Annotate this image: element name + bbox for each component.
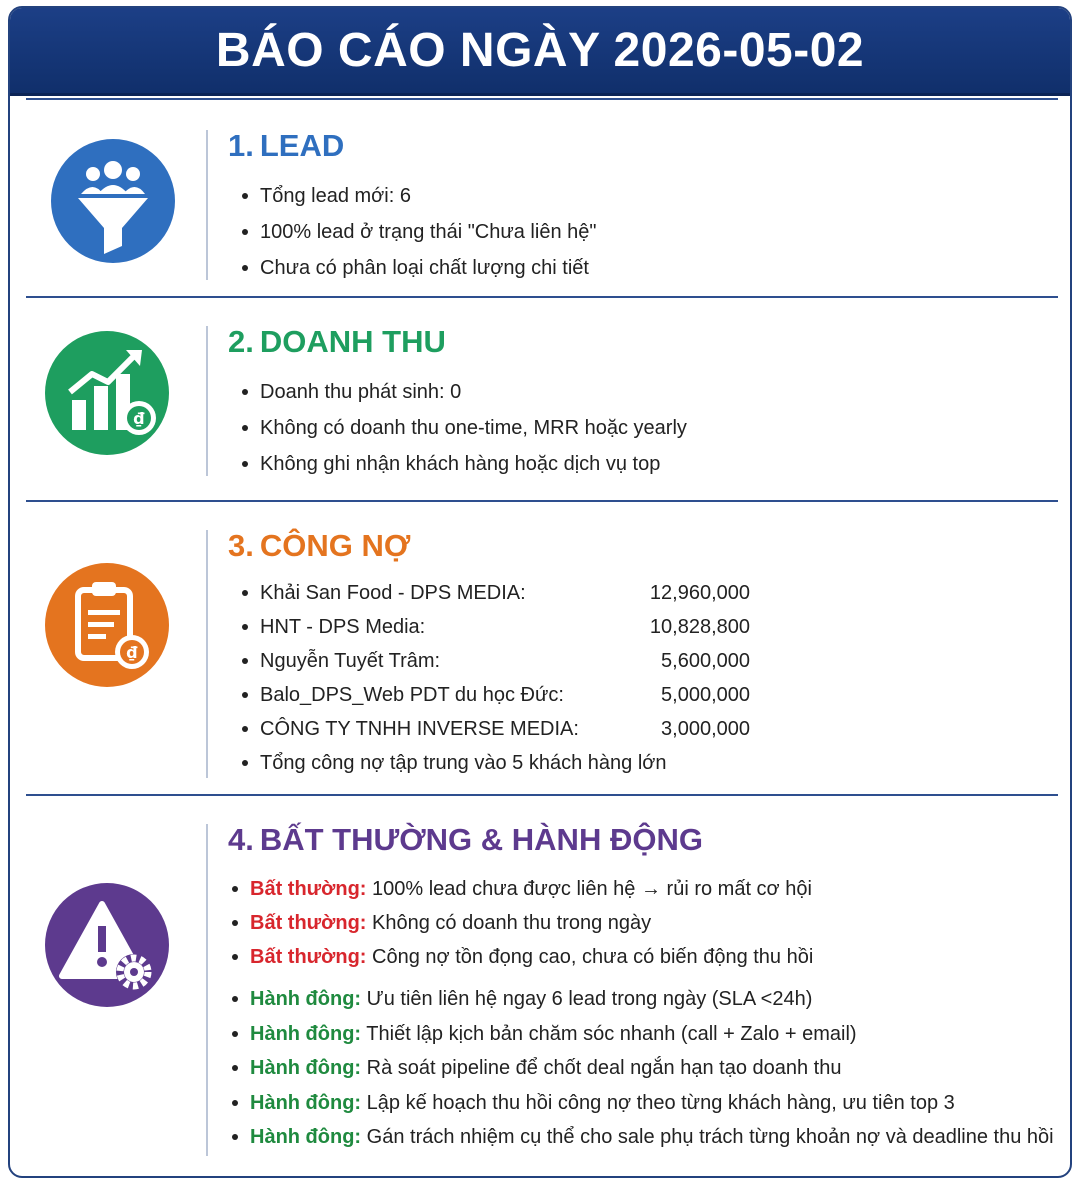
list-item: Tổng công nợ tập trung vào 5 khách hàng lớn: [242, 746, 750, 780]
list-item: Doanh thu phát sinh: 0: [242, 374, 687, 410]
list-item: Tổng lead mới: 6: [242, 178, 596, 214]
divider: [26, 98, 1058, 100]
svg-text:₫: ₫: [126, 643, 138, 662]
action-items: [232, 982, 1054, 1155]
section-title-lead: 1. LEAD: [228, 128, 345, 163]
list-item: 100% lead ở trạng thái "Chưa liên hệ": [242, 214, 596, 250]
list-item: Hành đông: Rà soát pipeline để chốt deal ngắn hạn tạo doanh thu: [232, 1051, 1054, 1086]
table-row: CÔNG TY TNHH INVERSE MEDIA: 3,000,000: [242, 712, 750, 746]
clipboard-dong-icon: [42, 560, 172, 690]
lead-items: [242, 178, 596, 286]
section-separator: [206, 130, 208, 280]
debt-items: [242, 576, 750, 780]
table-row: HNT - DPS Media: 10,828,800: [242, 610, 750, 644]
list-item: Bất thường: Công nợ tồn đọng cao, chưa có biến động thu hồi: [232, 940, 813, 974]
list-item: Bất thường: 100% lead chưa được liên hệ → rủi ro mất cơ hội: [232, 872, 813, 906]
divider: [26, 296, 1058, 298]
table-row: Nguyễn Tuyết Trâm: 5,600,000: [242, 644, 750, 678]
warning-gear-icon: [42, 880, 172, 1010]
svg-text:₫: ₫: [133, 409, 145, 428]
table-row: Khải San Food - DPS MEDIA: 12,960,000: [242, 576, 750, 610]
revenue-items: [242, 374, 687, 482]
report-card: [8, 6, 1072, 1178]
divider: [26, 794, 1058, 796]
anomaly-items: [232, 872, 813, 974]
list-item: Không có doanh thu one-time, MRR hoặc yearly: [242, 410, 687, 446]
list-item: Hành đông: Thiết lập kịch bản chăm sóc nhanh (call + Zalo + email): [232, 1017, 1054, 1052]
section-separator: [206, 824, 208, 1156]
list-item: Chưa có phân loại chất lượng chi tiết: [242, 250, 596, 286]
section-separator: [206, 530, 208, 778]
list-item: Không ghi nhận khách hàng hoặc dịch vụ top: [242, 446, 687, 482]
list-item: Bất thường: Không có doanh thu trong ngày: [232, 906, 813, 940]
growth-chart-coin-icon: [42, 328, 172, 458]
funnel-people-icon: [48, 136, 178, 266]
section-separator: [206, 326, 208, 476]
list-item: Hành đông: Lập kế hoạch thu hồi công nợ theo từng khách hàng, ưu tiên top 3: [232, 1086, 1054, 1121]
list-item: Hành đông: Gán trách nhiệm cụ thể cho sale phụ trách từng khoản nợ và deadline thu hồi: [232, 1120, 1054, 1155]
section-title-actions: 4. BẤT THƯỜNG & HÀNH ĐỘNG: [228, 822, 703, 857]
list-item: Hành đông: Ưu tiên liên hệ ngay 6 lead trong ngày (SLA <24h): [232, 982, 1054, 1017]
report-header: [10, 8, 1070, 96]
section-title-revenue: 2. DOANH THU: [228, 324, 446, 359]
table-row: Balo_DPS_Web PDT du học Đức: 5,000,000: [242, 678, 750, 712]
divider: [26, 500, 1058, 502]
section-title-debt: 3. CÔNG NỢ: [228, 528, 411, 563]
report-title: BÁO CÁO NGÀY 2026-05-02: [215, 24, 865, 77]
